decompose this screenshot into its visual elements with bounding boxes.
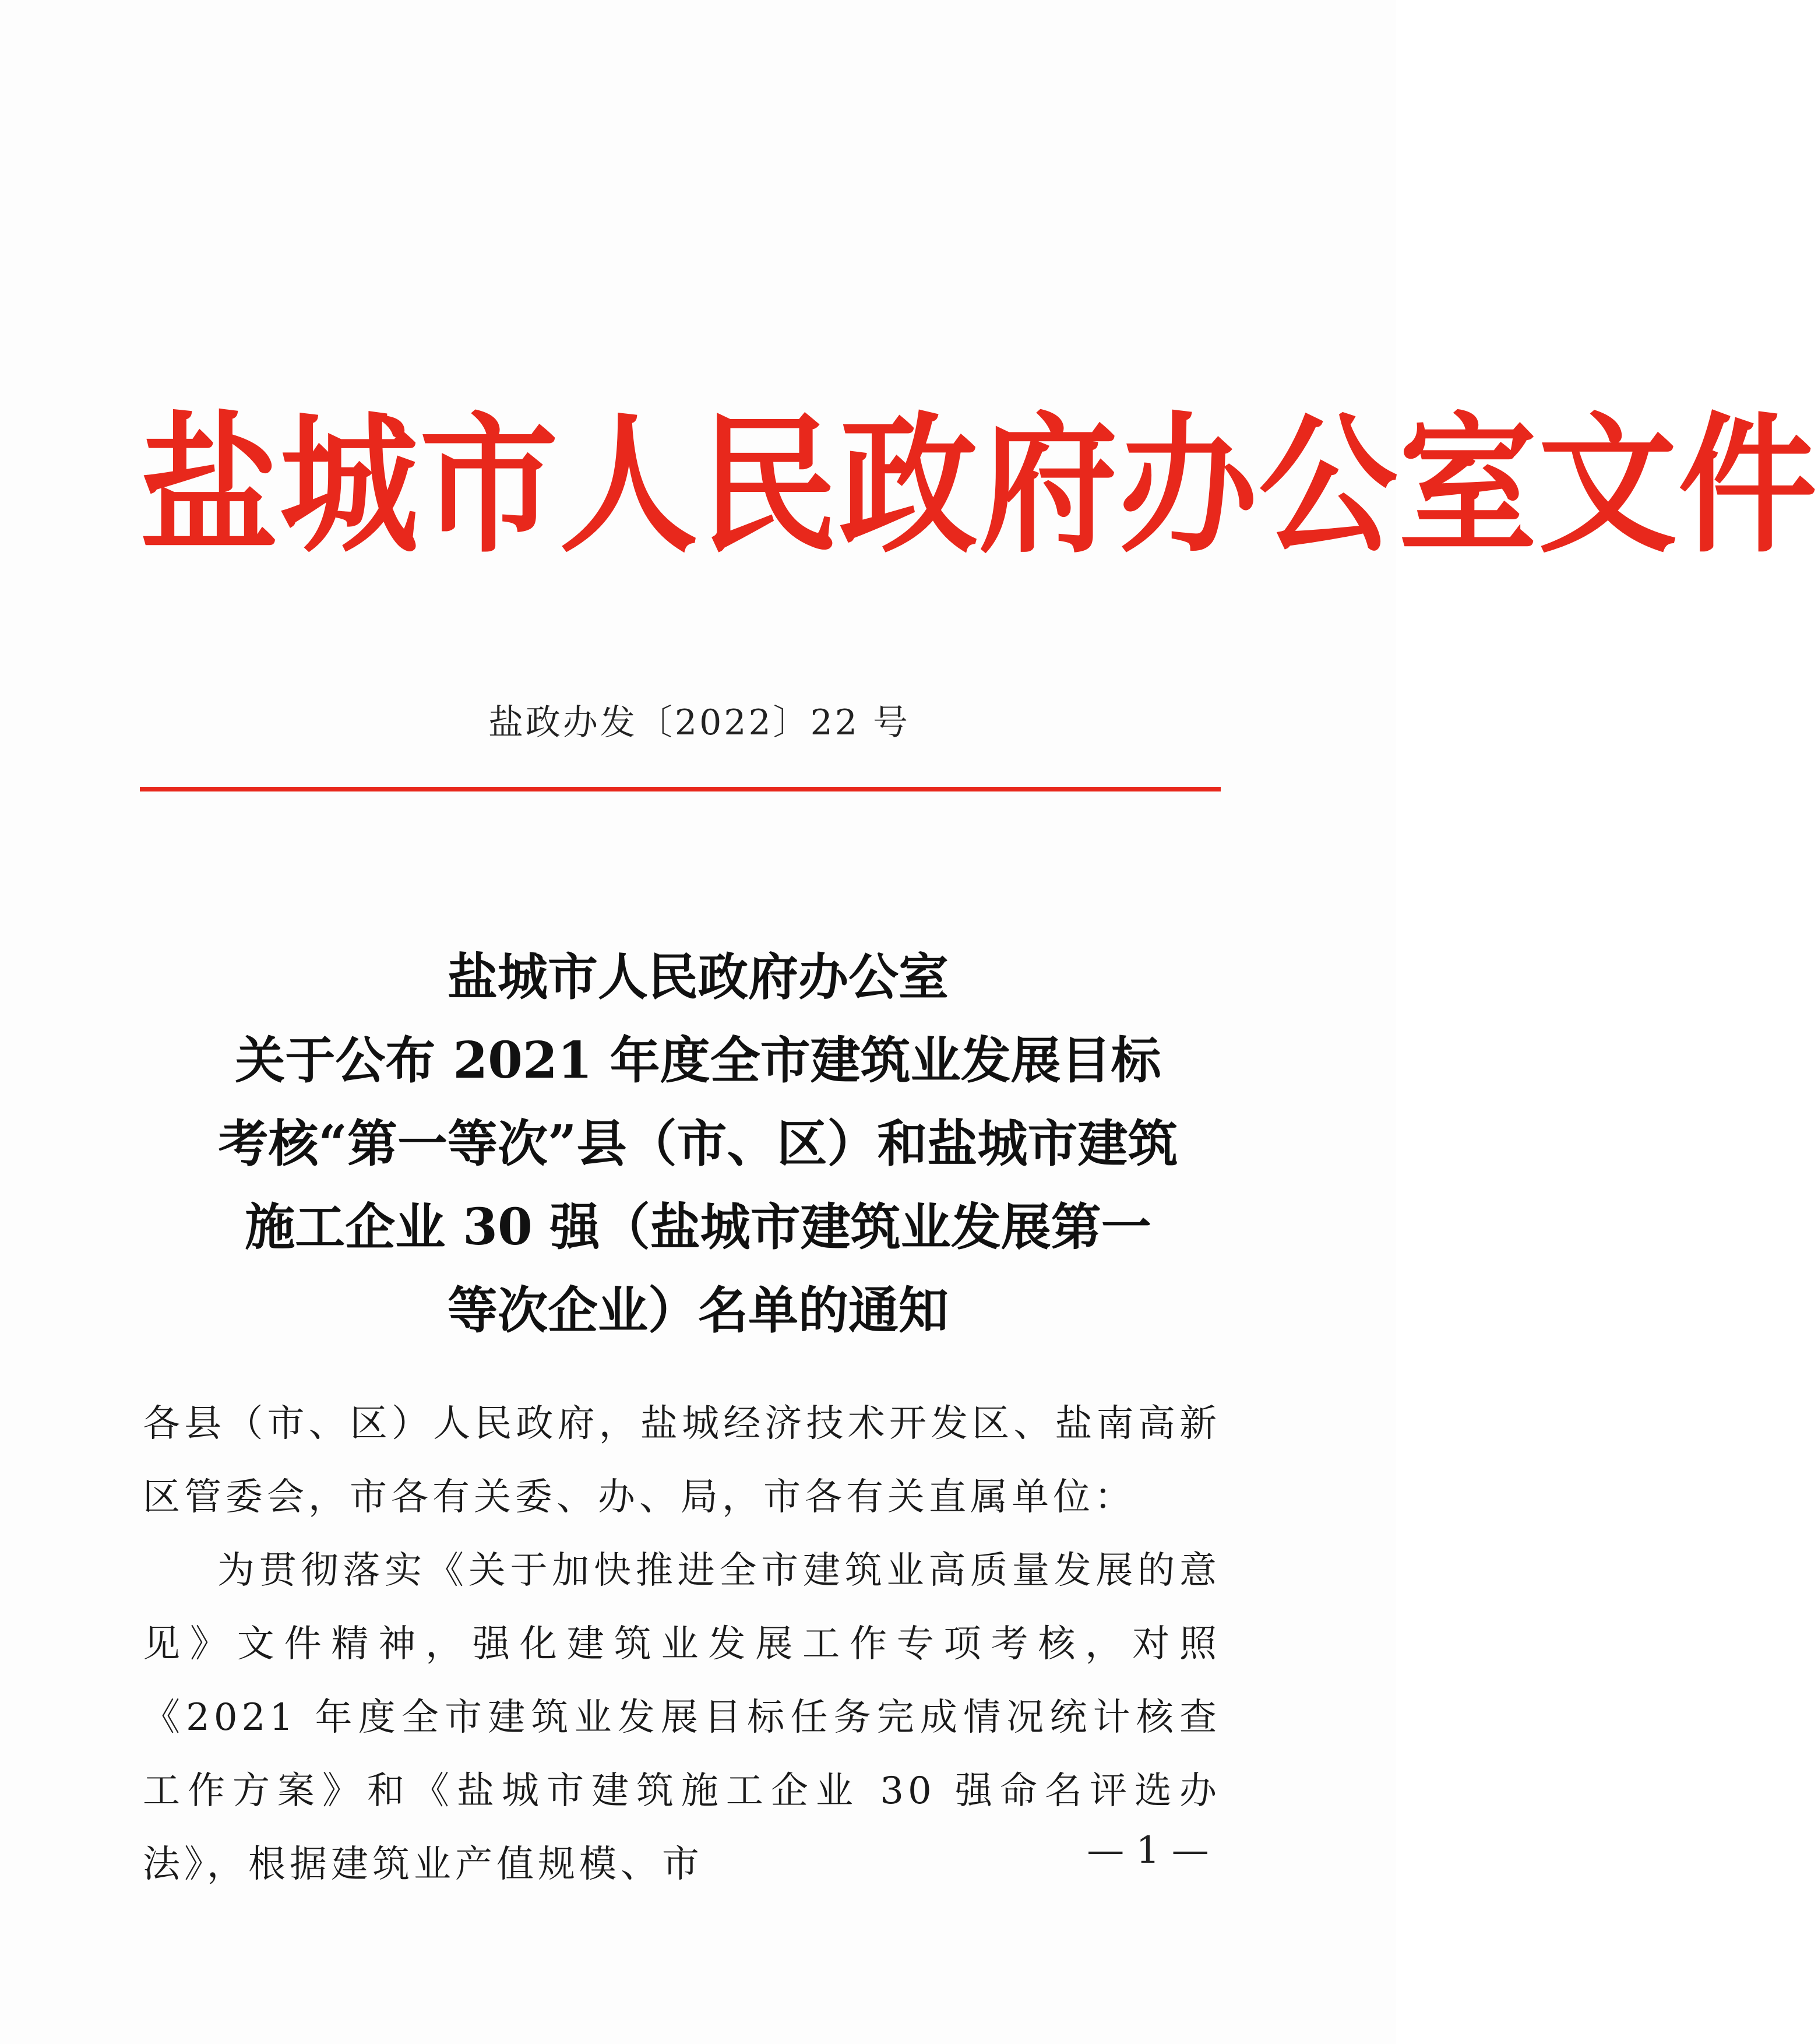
red-divider-rule (140, 787, 1221, 791)
title-line: 等次企业）名单的通知 (448, 1281, 949, 1340)
title-line: 考核“第一等次”县（市、区）和盐城市建筑 (218, 1114, 1178, 1173)
page-number: — 1 — (1087, 1829, 1209, 1872)
title-line: 盐城市人民政府办公室 (448, 948, 949, 1007)
title-line: 关于公布 2021 年度全市建筑业发展目标 (235, 1031, 1161, 1090)
document-title (117, 935, 1280, 1352)
title-line: 施工企业 30 强（盐城市建筑业发展第一 (245, 1198, 1151, 1257)
body-paragraph: 为贯彻落实《关于加快推进全市建筑业高质量发展的意见》文件精神，强化建筑业发展工作专项考核，对照《2021 年度全市建筑业发展目标任务完成情况统计核查工作方案》和《盐城市建筑施工企业 30 强命名评选办法》，根据建筑业产值规模、市 (143, 1549, 1221, 1886)
document-number: 盐政办发〔2022〕22 号 (488, 702, 911, 743)
issuer-banner: 盐城市人民政府办公室文件 (140, 399, 1818, 574)
recipients-paragraph: 各县（市、区）人民政府，盐城经济技术开发区、盐南高新区管委会，市各有关委、办、局，市各有关直属单位： (143, 1402, 1221, 1519)
document-body (143, 1387, 1221, 1901)
